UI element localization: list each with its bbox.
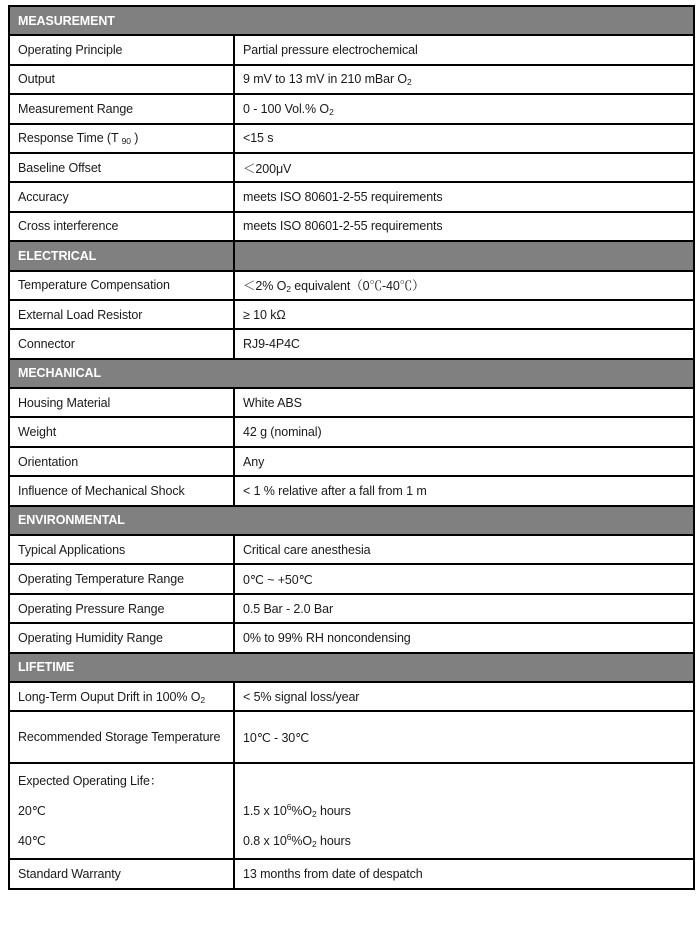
table-row [9, 682, 694, 711]
label-text: Long-Term Ouput Drift in 100% O [18, 689, 201, 704]
table-row-expected-life [9, 763, 694, 859]
row-value: RJ9-4P4C [234, 329, 694, 358]
row-value: meets ISO 80601-2-55 requirements [234, 182, 694, 211]
row-label [9, 682, 234, 711]
sub-row-label: 20℃ [18, 804, 46, 819]
row-value [234, 271, 694, 300]
table-row [9, 124, 694, 153]
table-row [9, 447, 694, 476]
row-value [234, 763, 694, 859]
subscript: 2 [329, 106, 334, 117]
section-header-measurement [9, 6, 694, 35]
subscript: 2 [311, 839, 317, 850]
row-value [234, 65, 694, 94]
row-label [9, 763, 234, 859]
table-row [9, 329, 694, 358]
table-row [9, 271, 694, 300]
row-value: Critical care anesthesia [234, 535, 694, 564]
label-text: ) [130, 131, 139, 146]
section-title: LIFETIME [9, 653, 694, 682]
section-header-empty-cell [234, 241, 694, 270]
value-text: hours [316, 834, 351, 849]
row-label: Connector [9, 329, 234, 358]
sub-row-label: 40℃ [18, 834, 46, 849]
row-label: Orientation [9, 447, 234, 476]
subscript: 2 [407, 77, 412, 88]
section-title: ENVIRONMENTAL [9, 506, 694, 535]
row-label: Baseline Offset [9, 153, 234, 182]
row-label: Recommended Storage Temperature [9, 711, 234, 763]
section-title: ELECTRICAL [9, 241, 234, 270]
table-row [9, 94, 694, 123]
row-value: 42 g (nominal) [234, 417, 694, 446]
row-value: 0.5 Bar - 2.0 Bar [234, 594, 694, 623]
row-value: < 5% signal loss/year [234, 682, 694, 711]
table-row [9, 594, 694, 623]
row-label: Operating Principle [9, 35, 234, 64]
value-text: equivalent（0℃-40℃） [290, 279, 425, 294]
row-label [9, 124, 234, 153]
row-label: Accuracy [9, 182, 234, 211]
row-label: Operating Temperature Range [9, 564, 234, 593]
row-value: Any [234, 447, 694, 476]
table-row [9, 388, 694, 417]
row-label: Operating Pressure Range [9, 594, 234, 623]
row-value: White ABS [234, 388, 694, 417]
section-title: MEASUREMENT [9, 6, 694, 35]
subscript: 2 [200, 694, 206, 705]
table-row [9, 859, 694, 888]
superscript: 6 [286, 832, 292, 843]
sub-row-value [243, 826, 685, 856]
row-value: Partial pressure electrochemical [234, 35, 694, 64]
row-label: Operating Humidity Range [9, 623, 234, 652]
value-text: 9 mV to 13 mV in 210 mBar O [243, 72, 408, 87]
subscript: 90 [121, 136, 131, 147]
row-value: 0℃ ~ +50℃ [234, 564, 694, 593]
table-row [9, 476, 694, 505]
row-label: Weight [9, 417, 234, 446]
row-value: meets ISO 80601-2-55 requirements [234, 212, 694, 241]
value-text: hours [316, 804, 351, 819]
row-label: Output [9, 65, 234, 94]
table-row [9, 300, 694, 329]
value-text: 1.5 x 10 [243, 804, 287, 819]
label-text: Expected Operating Life： [18, 774, 163, 789]
table-row [9, 35, 694, 64]
row-label: Temperature Compensation [9, 271, 234, 300]
table-row [9, 535, 694, 564]
row-value: < 1 % relative after a fall from 1 m [234, 476, 694, 505]
row-label: External Load Resistor [9, 300, 234, 329]
section-header-electrical [9, 241, 694, 270]
row-value: 0% to 99% RH noncondensing [234, 623, 694, 652]
row-value: ＜200μV [234, 153, 694, 182]
empty-line [243, 766, 685, 796]
label-text: Response Time (T [18, 131, 122, 146]
table-row [9, 212, 694, 241]
table-row [9, 65, 694, 94]
row-label: Housing Material [9, 388, 234, 417]
table-row [9, 623, 694, 652]
section-header-environmental [9, 506, 694, 535]
table-row [9, 417, 694, 446]
row-label: Typical Applications [9, 535, 234, 564]
table-row [9, 153, 694, 182]
subscript: 2 [286, 284, 291, 295]
value-text: %O [291, 834, 312, 849]
section-title: MECHANICAL [9, 359, 694, 388]
value-text: 0.8 x 10 [243, 834, 287, 849]
row-label: Standard Warranty [9, 859, 234, 888]
row-value: ≥ 10 kΩ [234, 300, 694, 329]
row-label: Measurement Range [9, 94, 234, 123]
row-value: <15 s [234, 124, 694, 153]
row-value: 13 months from date of despatch [234, 859, 694, 888]
row-value [234, 94, 694, 123]
value-text: 0 - 100 Vol.% O [243, 101, 330, 116]
value-text: %O [291, 804, 312, 819]
section-header-lifetime [9, 653, 694, 682]
value-text: ＜2% O [243, 279, 287, 294]
row-value: 10℃ - 30℃ [234, 711, 694, 763]
specifications-table [8, 5, 695, 890]
row-label: Influence of Mechanical Shock [9, 476, 234, 505]
section-header-mechanical [9, 359, 694, 388]
sub-row-value [243, 796, 685, 826]
subscript: 2 [311, 809, 317, 820]
table-row [9, 711, 694, 763]
table-row [9, 182, 694, 211]
superscript: 6 [286, 802, 292, 813]
table-row [9, 564, 694, 593]
row-label: Cross interference [9, 212, 234, 241]
